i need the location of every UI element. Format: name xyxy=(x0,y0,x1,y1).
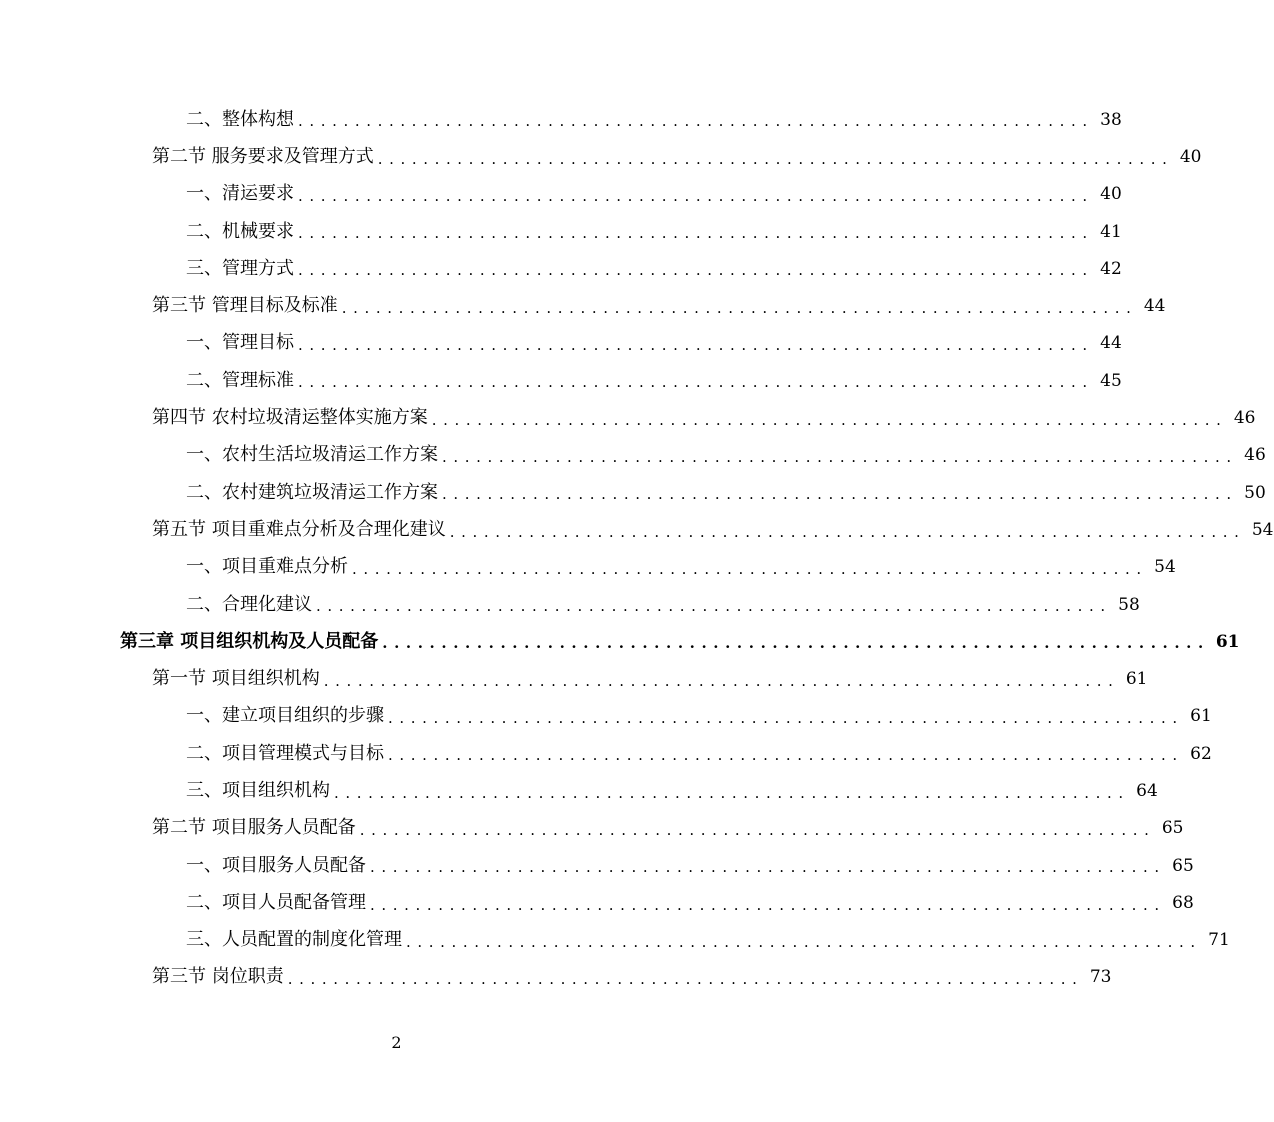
toc-entry[interactable] xyxy=(0,772,1158,809)
toc-entry-page: 45 xyxy=(1100,370,1122,391)
toc-entry[interactable] xyxy=(0,250,1122,287)
toc-entry-title: 一、清运要求 xyxy=(186,183,294,205)
toc-dot-leader: ...................................................................... xyxy=(377,149,1174,168)
toc-dot-leader: ...................................................................... xyxy=(298,373,1094,392)
toc-entry[interactable] xyxy=(0,810,1184,847)
toc-entry-title: 二、合理化建议 xyxy=(186,593,312,615)
toc-dot-leader: ...................................................................... xyxy=(352,559,1148,578)
toc-entry-title: 第二节 服务要求及管理方式 xyxy=(152,145,374,167)
toc-entry-title: 二、管理标准 xyxy=(186,369,294,391)
toc-entry-title: 一、建立项目组织的步骤 xyxy=(186,705,384,727)
toc-entry-title: 第三章 项目组织机构及人员配备 xyxy=(120,630,379,652)
toc-dot-leader: ...................................................................... xyxy=(334,783,1130,802)
toc-entry-page: 65 xyxy=(1161,818,1184,839)
toc-dot-leader: ...................................................................... xyxy=(298,112,1094,131)
toc-entry-title: 二、整体构想 xyxy=(186,108,294,130)
toc-entry-title: 三、人员配置的制度化管理 xyxy=(186,929,402,951)
toc-dot-leader: ...................................................................... xyxy=(323,671,1120,690)
toc-entry[interactable] xyxy=(0,325,1122,362)
toc-dot-leader: ...................................................................... xyxy=(341,298,1138,317)
toc-entry-title: 二、项目人员配备管理 xyxy=(186,891,366,913)
toc-entry-title: 二、农村建筑垃圾清运工作方案 xyxy=(186,481,438,503)
toc-entry[interactable] xyxy=(0,959,1112,996)
toc-entry-page: 44 xyxy=(1100,333,1122,354)
toc-entry-page: 73 xyxy=(1089,967,1112,988)
toc-entry-page: 68 xyxy=(1172,892,1194,913)
toc-dot-leader: ...................................................................... xyxy=(298,336,1094,355)
toc-entry[interactable] xyxy=(0,922,1230,959)
toc-entry-page: 61 xyxy=(1125,669,1148,690)
toc-entry-page: 40 xyxy=(1100,184,1122,205)
toc-entry-page: 50 xyxy=(1244,482,1266,503)
toc-entry-title: 一、管理目标 xyxy=(186,332,294,354)
table-of-contents xyxy=(0,101,1274,996)
toc-entry[interactable] xyxy=(0,735,1212,772)
toc-entry[interactable] xyxy=(0,474,1266,511)
toc-entry-title: 第五节 项目重难点分析及合理化建议 xyxy=(152,518,446,540)
toc-entry-page: 64 xyxy=(1136,780,1158,801)
toc-entry-page: 42 xyxy=(1100,258,1122,279)
toc-entry-page: 46 xyxy=(1244,445,1266,466)
toc-dot-leader: ...................................................................... xyxy=(370,858,1166,877)
toc-entry-title: 二、项目管理模式与目标 xyxy=(186,742,384,764)
toc-entry-page: 61 xyxy=(1190,706,1212,727)
toc-entry-title: 第一节 项目组织机构 xyxy=(152,668,320,690)
toc-entry[interactable] xyxy=(0,511,1274,548)
toc-dot-leader: ...................................................................... xyxy=(298,186,1094,205)
toc-entry-page: 62 xyxy=(1190,743,1212,764)
toc-entry[interactable] xyxy=(0,437,1266,474)
toc-entry[interactable] xyxy=(0,847,1194,884)
toc-chapter-entry[interactable] xyxy=(0,623,1240,660)
toc-entry-page: 41 xyxy=(1100,221,1122,242)
toc-dot-leader: ...................................................................... xyxy=(359,820,1156,839)
toc-entry-title: 第二节 项目服务人员配备 xyxy=(152,817,356,839)
toc-entry[interactable] xyxy=(0,213,1122,250)
toc-entry-page: 54 xyxy=(1154,557,1176,578)
toc-dot-leader: ...................................................................... xyxy=(388,746,1184,765)
toc-entry-page: 38 xyxy=(1100,109,1122,130)
toc-entry[interactable] xyxy=(0,138,1202,175)
toc-entry-page: 71 xyxy=(1208,930,1230,951)
toc-entry[interactable] xyxy=(0,660,1148,697)
toc-entry-title: 一、项目服务人员配备 xyxy=(186,854,366,876)
toc-entry[interactable] xyxy=(0,586,1140,623)
toc-entry-page: 46 xyxy=(1233,408,1256,429)
toc-entry-title: 一、项目重难点分析 xyxy=(186,556,348,578)
toc-dot-leader: ...................................................................... xyxy=(370,895,1166,914)
toc-entry[interactable] xyxy=(0,698,1212,735)
toc-entry-page: 54 xyxy=(1251,519,1274,540)
toc-dot-leader: ...................................................................... xyxy=(382,634,1210,653)
toc-dot-leader: ...................................................................... xyxy=(442,485,1238,504)
page-number: 2 xyxy=(391,1033,402,1052)
toc-entry[interactable] xyxy=(0,287,1166,324)
toc-dot-leader: ...................................................................... xyxy=(388,709,1184,728)
toc-entry-title: 一、农村生活垃圾清运工作方案 xyxy=(186,444,438,466)
toc-entry[interactable] xyxy=(0,549,1176,586)
toc-entry[interactable] xyxy=(0,884,1194,921)
toc-entry-page: 44 xyxy=(1143,296,1166,317)
toc-entry-page: 58 xyxy=(1118,594,1140,615)
toc-entry[interactable] xyxy=(0,101,1122,138)
toc-entry-title: 第四节 农村垃圾清运整体实施方案 xyxy=(152,407,428,429)
toc-entry[interactable] xyxy=(0,362,1122,399)
toc-entry-title: 三、管理方式 xyxy=(186,257,294,279)
toc-entry-title: 第三节 管理目标及标准 xyxy=(152,295,338,317)
toc-dot-leader: ...................................................................... xyxy=(442,447,1238,466)
toc-dot-leader: ...................................................................... xyxy=(431,410,1228,429)
toc-dot-leader: ...................................................................... xyxy=(316,597,1112,616)
toc-dot-leader: ...................................................................... xyxy=(406,932,1202,951)
toc-dot-leader: ...................................................................... xyxy=(287,970,1084,989)
toc-dot-leader: ...................................................................... xyxy=(449,522,1246,541)
toc-dot-leader: ...................................................................... xyxy=(298,261,1094,280)
toc-entry[interactable] xyxy=(0,176,1122,213)
toc-dot-leader: ...................................................................... xyxy=(298,224,1094,243)
toc-entry-title: 二、机械要求 xyxy=(186,220,294,242)
toc-entry-page: 40 xyxy=(1179,146,1202,167)
toc-entry-page: 61 xyxy=(1215,631,1240,652)
toc-entry-page: 65 xyxy=(1172,855,1194,876)
toc-entry[interactable] xyxy=(0,399,1256,436)
toc-entry-title: 三、项目组织机构 xyxy=(186,779,330,801)
toc-entry-title: 第三节 岗位职责 xyxy=(152,966,284,988)
